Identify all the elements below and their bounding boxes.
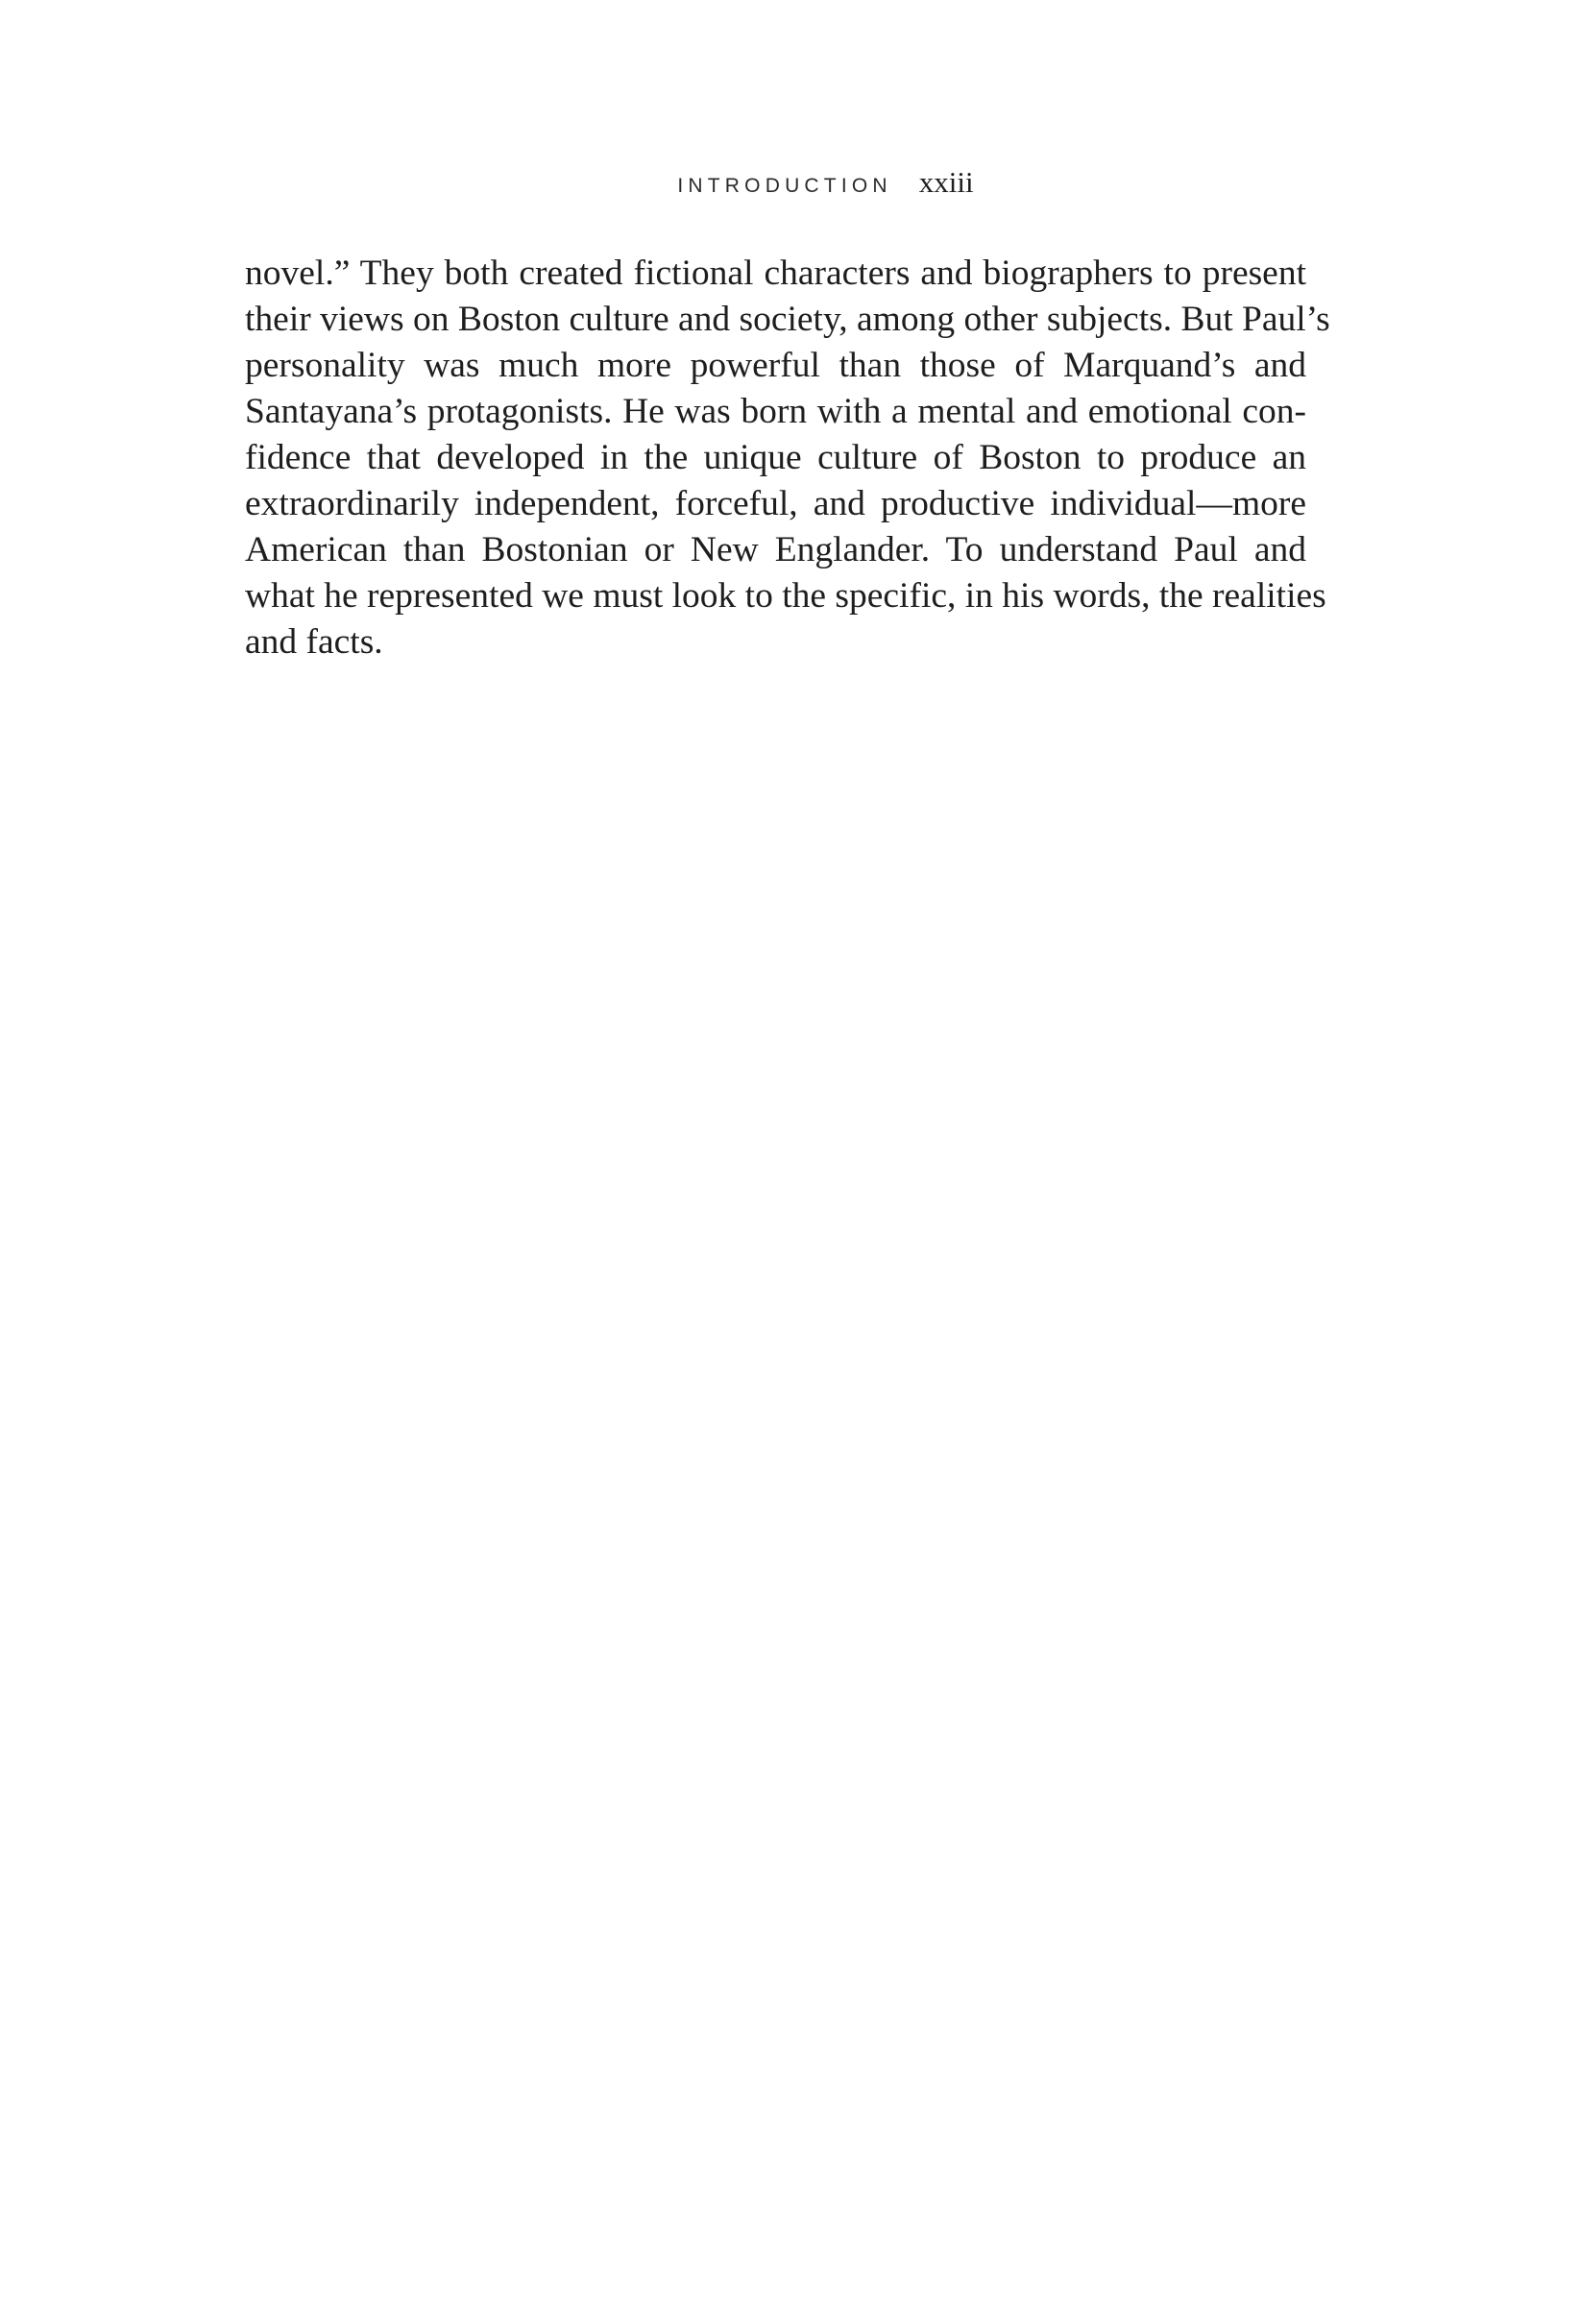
text-line: novel.” They both created fictional characters and biographers to present — [245, 254, 1306, 293]
text-line: and facts. — [245, 622, 383, 662]
running-head-section-title: INTRODUCTION — [677, 175, 892, 197]
text-line: fidence that developed in the unique culture of Boston to produce an — [245, 438, 1306, 477]
text-line: their views on Boston culture and society, among other subjects. But Paul’s — [245, 300, 1330, 339]
running-head — [0, 165, 1580, 204]
text-line: what he represented we must look to the specific, in his words, the realities — [245, 576, 1326, 616]
text-line: personality was much more powerful than those of Marquand’s and — [245, 346, 1306, 385]
body-paragraph — [245, 251, 1330, 666]
text-line: American than Bostonian or New Englander. To understand Paul and — [245, 530, 1306, 569]
page-number: xxiii — [918, 165, 974, 199]
text-line: extraordinarily independent, forceful, and productive individual—more — [245, 484, 1306, 523]
text-line: Santayana’s protagonists. He was born with a mental and emotional con- — [245, 392, 1306, 431]
